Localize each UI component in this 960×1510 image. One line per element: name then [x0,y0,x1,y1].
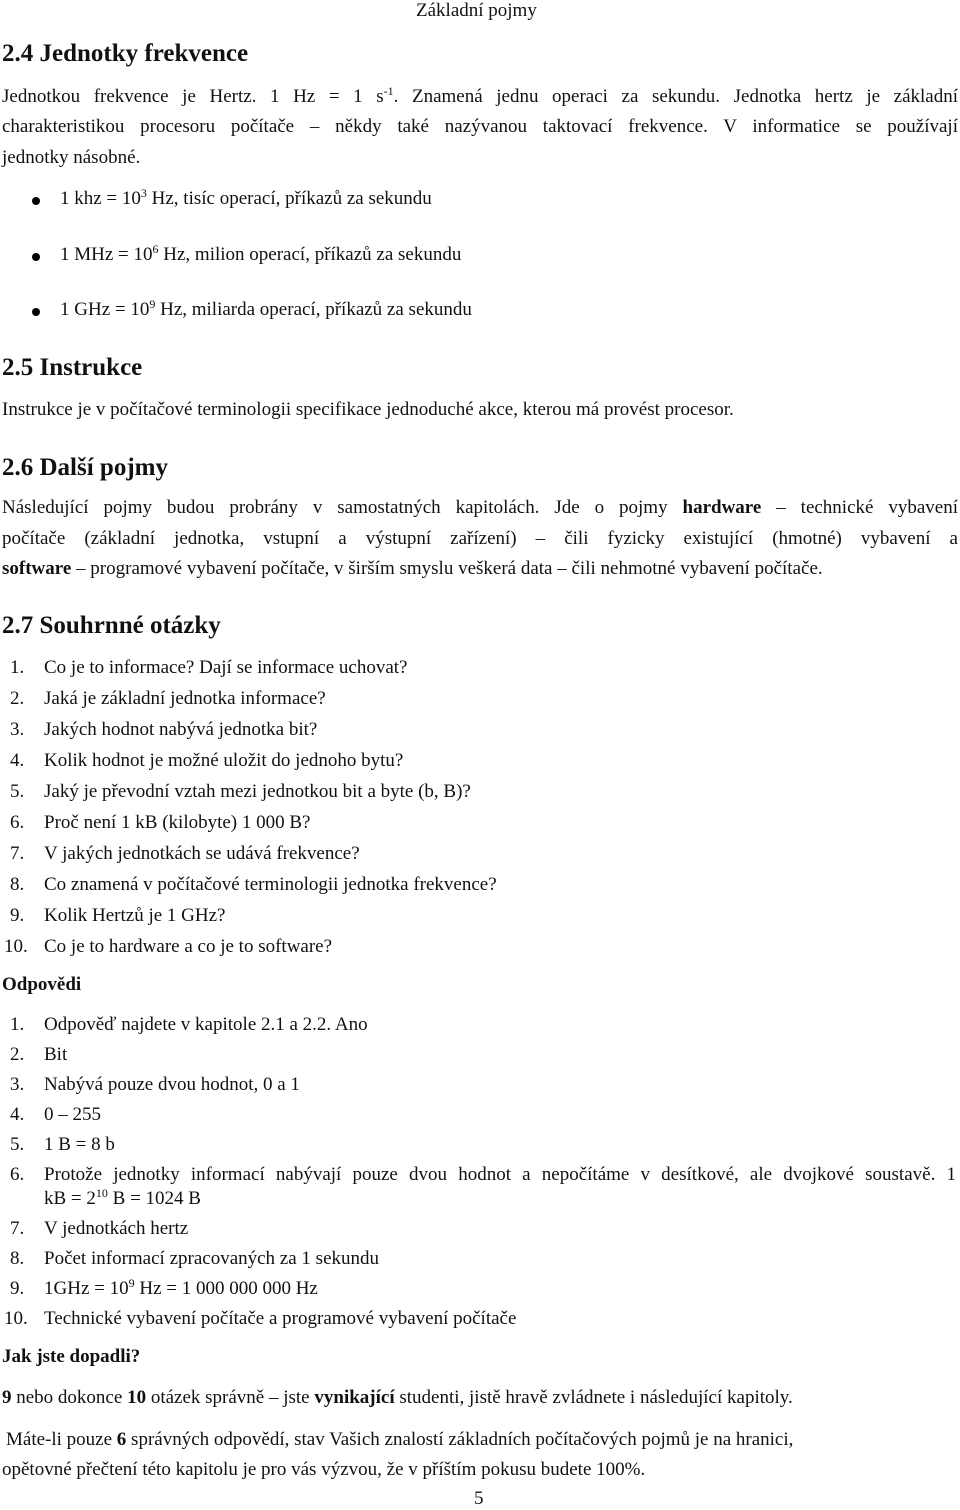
list-item: 9. Kolik Hertzů je 1 GHz? [10,905,226,926]
section-2-5-heading: 2.5 Instrukce [2,354,143,381]
list-item: 5. 1 B = 8 b [10,1134,115,1155]
sec26-paragraph-line-3: software – programové vybavení počítače, v širším smyslu veškerá data – čili nehmotné vybavení počítače. [2,558,823,579]
evaluation-paragraph-2-line-1: Máte-li pouze 6 správných odpovědí, stav Vašich znalostí základních počítačových pojmů je na hranici, [6,1429,794,1450]
list-item: 2. Jaká je základní jednotka informace? [10,688,326,709]
list-item: 3. Jakých hodnot nabývá jednotka bit? [10,719,318,740]
list-item: 4. 0 – 255 [10,1104,101,1125]
list-item: 5. Jaký je převodní vztah mezi jednotkou bit a byte (b, B)? [10,781,471,802]
sec24-paragraph-line-3: jednotky násobné. [2,147,141,168]
section-2-7-heading: 2.7 Souhrnné otázky [2,612,221,639]
bullet-item: 1 khz = $10^3$ Hz, tisíc operací, příkazů za sekundu [60,186,432,209]
bullet-dot [32,253,40,261]
answer-6-line-2: kB = $2^{10}$ B = 1024 B [44,1186,201,1209]
list-item: 10. Co je to hardware a co je to software? [4,936,333,957]
list-item: 1. Odpověď najdete v kapitole 2.1 a 2.2. Ano [10,1014,368,1035]
list-item: 7. V jednotkách hertz [10,1218,189,1239]
list-item: 9. $1GHz = 10^9$ Hz = 1 000 000 000 Hz [10,1276,318,1299]
list-item: 8. Co znamená v počítačové terminologii jednotka frekvence? [10,874,497,895]
list-item: 7. V jakých jednotkách se udává frekvence? [10,843,360,864]
list-item: 6. [10,1164,25,1185]
section-2-6-heading: 2.6 Další pojmy [2,454,168,481]
sec24-paragraph-line-1: Jednotkou frekvence je Hertz. 1 Hz = 1 $s^{-1}$. Znamená jednu operaci za sekundu. Jednotka hertz je základní [2,84,958,107]
bullet-dot [32,308,40,316]
answer-6-line-1: Protože jednotky informací nabývají pouze dvou hodnot a nepočítáme v desítkové, ale dvojkové soustavě. 1 [44,1164,956,1185]
list-item: 10. Technické vybavení počítače a programové vybavení počítače [4,1308,517,1329]
sec26-paragraph-line-1: Následující pojmy budou probrány v samostatných kapitolách. Jde o pojmy hardware – technické vybavení [2,497,959,518]
evaluation-heading: Jak jste dopadli? [2,1346,141,1367]
sec24-paragraph-line-2: charakteristikou procesoru počítače – někdy také nazývanou taktovací frekvence. V informatice se používají [2,116,958,137]
list-item: 4. Kolik hodnot je možné uložit do jednoho bytu? [10,750,404,771]
list-item: 8. Počet informací zpracovaných za 1 sekundu [10,1248,380,1269]
list-item: 1. Co je to informace? Dají se informace uchovat? [10,657,408,678]
list-item: 3. Nabývá pouze dvou hodnot, 0 a 1 [10,1074,300,1095]
evaluation-paragraph-2-line-2: opětovné přečtení této kapitolu je pro vás výzvou, že v příštím pokusu budete 100%. [2,1459,646,1480]
answers-heading: Odpovědi [2,974,82,995]
sec25-paragraph: Instrukce je v počítačové terminologii specifikace jednoduché akce, kterou má provést procesor. [2,399,734,420]
evaluation-paragraph-1: 9 nebo dokonce 10 otázek správně – jste vynikající studenti, jistě hravě zvládnete i následující kapitoly. [2,1387,793,1408]
list-item: 2. Bit [10,1044,68,1065]
bullet-item: 1 GHz = $10^9$ Hz, miliarda operací, příkazů za sekundu [60,297,472,320]
bullet-dot [32,197,40,205]
running-header: Základní pojmy [416,0,537,21]
section-2-4-heading: 2.4 Jednotky frekvence [2,40,249,67]
page-number: 5 [474,1488,484,1509]
list-item: 6. Proč není 1 kB (kilobyte) 1 000 B? [10,812,311,833]
bullet-item: 1 MHz = $10^6$ Hz, milion operací, příkazů za sekundu [60,242,462,265]
sec26-paragraph-line-2: počítače (základní jednotka, vstupní a výstupní zařízení) – čili fyzicky existující (hmotné) vybavení a [2,528,958,549]
